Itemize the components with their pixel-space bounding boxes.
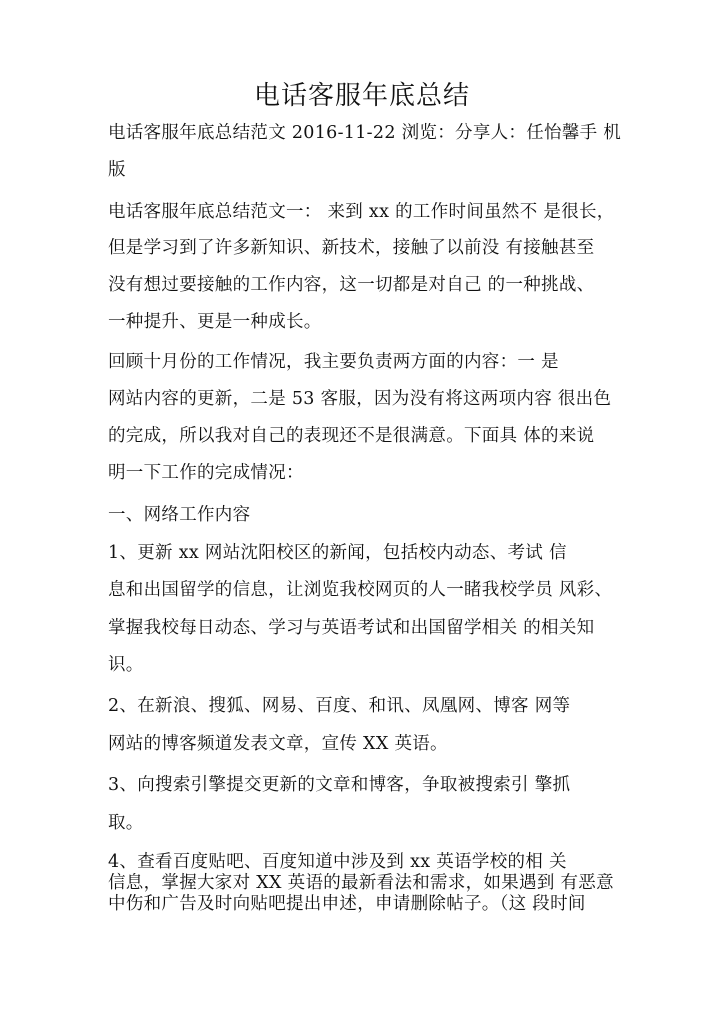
- paragraph-line: 一种提升、更是一种成长。: [108, 312, 322, 332]
- list-item-line: 4、查看百度贴吧、百度知道中涉及到 xx 英语学校的相 关: [108, 852, 567, 872]
- list-item-line: 网站的博客频道发表文章，宣传 XX 英语。: [108, 734, 448, 754]
- section-heading: 一、网络工作内容: [108, 505, 251, 525]
- list-item-line: 取。: [108, 813, 144, 833]
- list-item-line: 中伤和广告及时向贴吧提出申述，申请删除帖子。（这 段时间: [108, 894, 586, 914]
- paragraph-line: 没有想过要接触的工作内容，这一切都是对自己 的一种挑战、: [108, 275, 595, 295]
- list-item-line: 掌握我校每日动态、学习与英语考试和出国留学相关 的相关知: [108, 618, 595, 638]
- paragraph-line: 电话客服年底总结范文一： 来到 xx 的工作时间虽然不 是很长，: [108, 202, 615, 222]
- document-title: 电话客服年底总结: [253, 81, 470, 111]
- list-item-line: 3、向搜索引擎提交更新的文章和博客，争取被搜索引 擎抓: [108, 775, 571, 795]
- paragraph-line: 网站内容的更新，二是 53 客服，因为没有将这两项内容 很出色: [108, 389, 612, 409]
- meta-line: 电话客服年底总结范文 2016-11-22 浏览：分享人：任怡馨手 机: [108, 123, 622, 143]
- paragraph-line: 的完成，所以我对自己的表现还不是很满意。下面具 体的来说: [108, 426, 595, 446]
- meta-line: 版: [108, 160, 126, 180]
- list-item-line: 2、在新浪、搜狐、网易、百度、和讯、凤凰网、博客 网等: [108, 696, 571, 716]
- paragraph-line: 但是学习到了许多新知识、新技术，接触了以前没 有接触甚至: [108, 238, 595, 258]
- paragraph-line: 明一下工作的完成情况：: [108, 463, 304, 483]
- list-item-line: 息和出国留学的信息，让浏览我校网页的人一睹我校学员 风彩、: [108, 580, 613, 600]
- list-item-line: 信息，掌握大家对 XX 英语的最新看法和需求，如果遇到 有恶意: [108, 873, 614, 893]
- paragraph-line: 回顾十月份的工作情况，我主要负责两方面的内容：一 是: [108, 352, 559, 372]
- list-item-line: 识。: [108, 655, 144, 675]
- list-item-line: 1、更新 xx 网站沈阳校区的新闻，包括校内动态、考试 信: [108, 543, 567, 563]
